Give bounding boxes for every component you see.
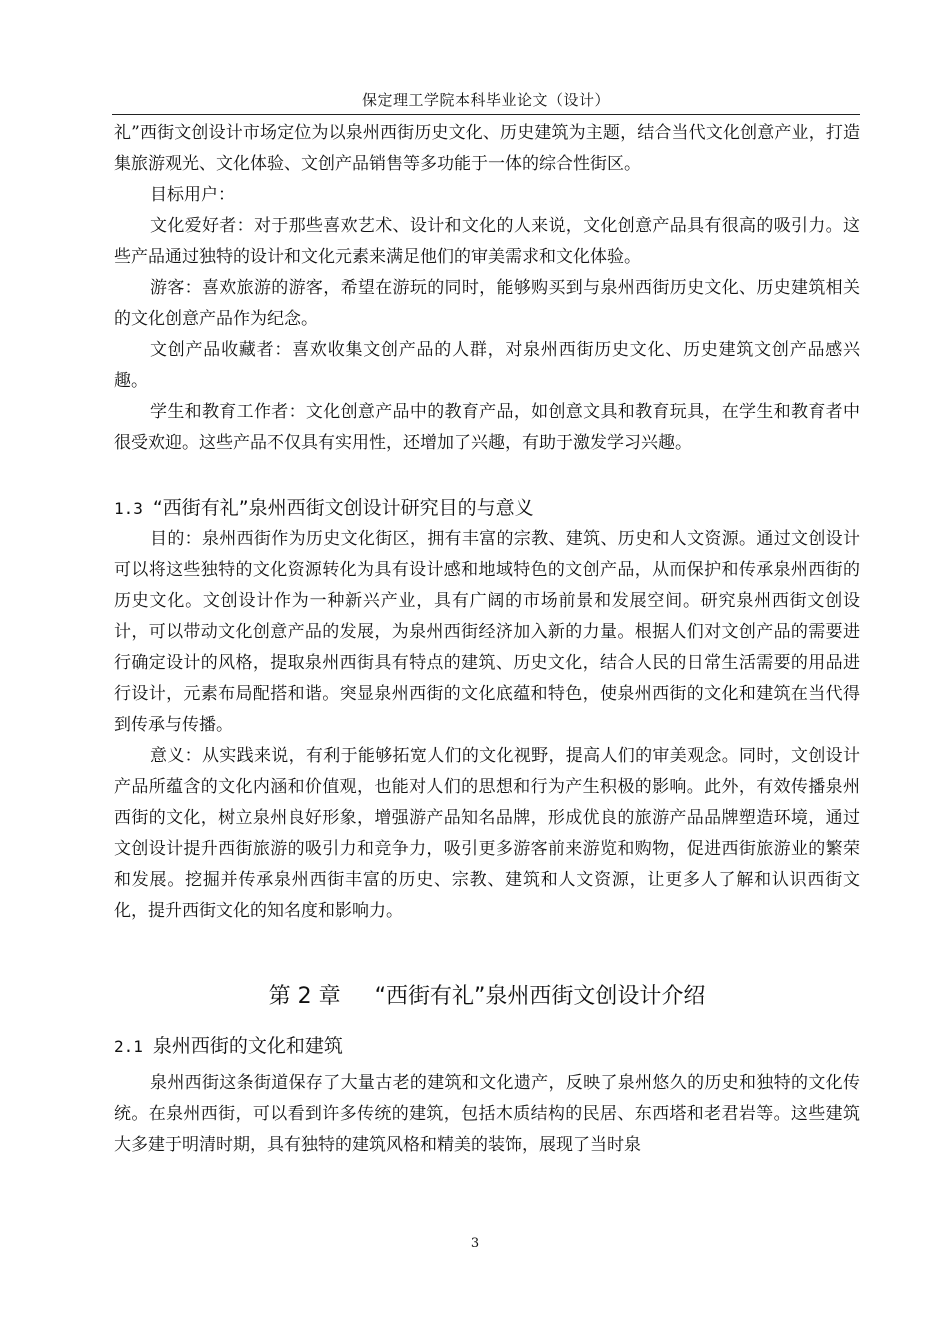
section-heading-2-1 [114, 1031, 860, 1062]
paragraph-collectors: 文创产品收藏者：喜欢收集文创产品的人群，对泉州西街历史文化、历史建筑文创产品感兴趣。 [114, 340, 860, 391]
paragraph-culture-lovers: 文化爱好者：对于那些喜欢艺术、设计和文化的人来说，文化创意产品具有很高的吸引力。这些产品通过独特的设计和文化元素来满足他们的审美需求和文化体验。 [114, 216, 860, 267]
paragraph-significance: 意义：从实践来说，有利于能够拓宽人们的文化视野，提高人们的审美观念。同时，文创设计产品所蕴含的文化内涵和价值观，也能对人们的思想和行为产生积极的影响。此外，有效传播泉州西街的文化，树立泉州良好形象，增强游产品知名品牌，形成优良的旅游产品品牌塑造环境，通过文创设计提升西街旅游的吸引力和竞争力，吸引更多游客前来游览和购物，促进西街旅游业的繁荣和发展。挖掘并传承泉州西街丰富的历史、宗教、建筑和人文资源，让更多人了解和认识西街文化，提升西街文化的知名度和影响力。 [114, 746, 860, 921]
chapter-title: “西街有礼”泉州西街文创设计介绍 [374, 984, 706, 1009]
paragraph-target-users-label: 目标用户： [150, 185, 235, 205]
page-number: 3 [470, 1236, 480, 1251]
page-body [114, 118, 860, 1161]
section-title: 泉州西街的文化和建筑 [152, 1035, 343, 1057]
section-number: 2.1 [114, 1037, 143, 1056]
running-header: 保定理工学院本科毕业论文（设计） [361, 91, 610, 109]
paragraph-purpose: 目的：泉州西街作为历史文化街区，拥有丰富的宗教、建筑、历史和人文资源。通过文创设计可以将这些独特的文化资源转化为具有设计感和地域特色的文创产品，从而保护和传承泉州西街的历史文化。文创设计作为一种新兴产业，具有广阔的市场前景和发展空间。研究泉州西街文创设计，可以带动文化创意产品的发展，为泉州西街经济加入新的力量。根据人们对文创产品的需要进行确定设计的风格，提取泉州西街具有特点的建筑、历史文化，结合人民的日常生活需要的用品进行设计，元素布局配搭和谐。突显泉州西街的文化底蕴和特色，使泉州西街的文化和建筑在当代得到传承与传播。 [114, 529, 860, 735]
section-number: 1.3 [114, 499, 143, 518]
section-heading-1-3 [114, 493, 860, 524]
section-title: “西街有礼”泉州西街文创设计研究目的与意义 [152, 497, 534, 519]
paragraph-xijie-culture: 泉州西街这条街道保存了大量古老的建筑和文化遗产，反映了泉州悠久的历史和独特的文化传统。在泉州西街，可以看到许多传统的建筑，包括木质结构的民居、东西塔和老君岩等。这些建筑大多建于明清时期，具有独特的建筑风格和精美的装饰，展现了当时泉 [114, 1073, 860, 1155]
header-rule [112, 114, 860, 115]
paragraph-tourists: 游客：喜欢旅游的游客，希望在游玩的同时，能够购买到与泉州西街历史文化、历史建筑相关的文化创意产品作为纪念。 [114, 278, 860, 329]
chapter-heading-2 [114, 977, 860, 1017]
chapter-number: 第 2 章 [268, 984, 341, 1009]
paragraph-students-educators: 学生和教育工作者：文化创意产品中的教育产品，如创意文具和教育玩具，在学生和教育者中很受欢迎。这些产品不仅具有实用性，还增加了兴趣，有助于激发学习兴趣。 [114, 402, 860, 453]
paragraph-market-positioning: 礼”西街文创设计市场定位为以泉州西街历史文化、历史建筑为主题，结合当代文化创意产业，打造集旅游观光、文化体验、文创产品销售等多功能于一体的综合性街区。 [114, 123, 860, 174]
